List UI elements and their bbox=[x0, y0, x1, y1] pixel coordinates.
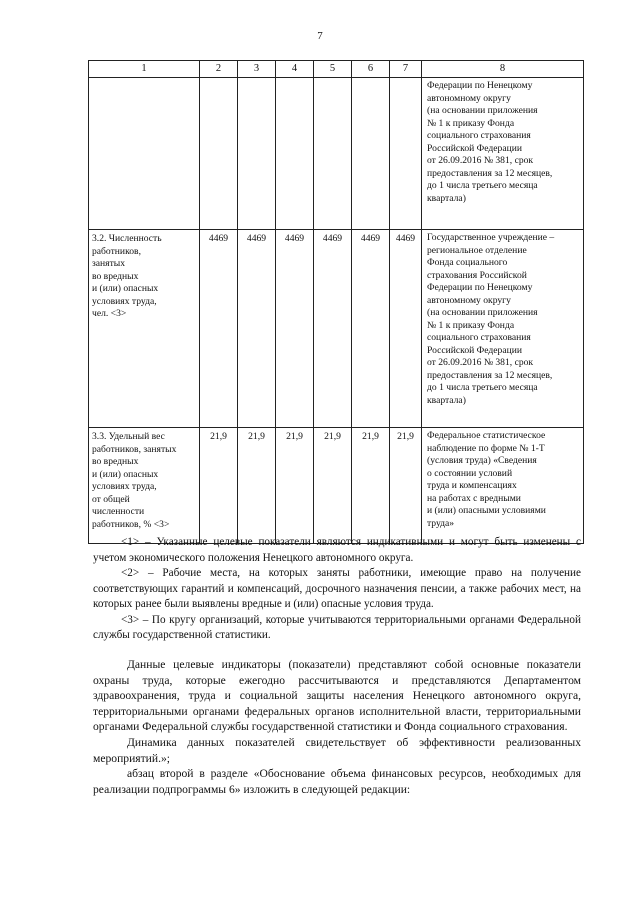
page-number: 7 bbox=[317, 30, 323, 42]
source-cell: Федеральное статистическое наблюдение по форме № 1-Т (условия труда) «Сведения о состоянии условий труда и компенсациях на работах с вредными и (или) опасными условиями труда» bbox=[422, 428, 584, 544]
value-cell bbox=[314, 78, 352, 230]
header-cell: 6 bbox=[352, 61, 390, 78]
value-cell: 21,9 bbox=[352, 428, 390, 544]
value-cell: 4469 bbox=[314, 230, 352, 428]
value-cell: 21,9 bbox=[200, 428, 238, 544]
value-cell bbox=[276, 78, 314, 230]
table-row bbox=[89, 428, 584, 544]
value-cell: 4469 bbox=[238, 230, 276, 428]
footnote: <3> – По кругу организаций, которые учитываются территориальными органами Федеральной службы государственной статистики. bbox=[93, 613, 581, 641]
table-row bbox=[89, 230, 584, 428]
indicator-cell: 3.3. Удельный вес работников, занятых во вредных и (или) опасных условиях труда, от общей численности работников, % <3> bbox=[89, 428, 200, 544]
indicator-cell bbox=[89, 78, 200, 230]
table-header-row bbox=[89, 61, 584, 78]
value-cell: 21,9 bbox=[390, 428, 422, 544]
header-cell: 5 bbox=[314, 61, 352, 78]
header-cell: 7 bbox=[390, 61, 422, 78]
value-cell: 21,9 bbox=[276, 428, 314, 544]
value-cell bbox=[390, 78, 422, 230]
footnote: <2> – Рабочие места, на которых заняты работники, имеющие право на получение соответствующих гарантий и компенсаций, досрочного назначения пенсии, а также рабочих мест, на которых ранее были выявлены вредные и (или) опасные условия труда. bbox=[93, 567, 581, 610]
paragraph: Динамика данных показателей свидетельствует об эффективности реализованных мероприятий.»; bbox=[93, 735, 581, 765]
footnote: <1> – Указанные целевые показатели являются индикативными и могут быть изменены с учетом экономического положения Ненецкого автономного округа. bbox=[93, 536, 581, 564]
value-cell: 4469 bbox=[200, 230, 238, 428]
value-cell: 4469 bbox=[276, 230, 314, 428]
indicators-table bbox=[88, 60, 584, 544]
header-cell: 8 bbox=[422, 61, 584, 78]
value-cell bbox=[200, 78, 238, 230]
source-cell: Федерации по Ненецкому автономному округу (на основании приложения № 1 к приказу Фонда социального страхования Российской Федерации от 26.09.2016 № 381, срок предоставления за 12 месяцев, до 1 числа третьего месяца квартала) bbox=[422, 78, 584, 230]
value-cell: 4469 bbox=[352, 230, 390, 428]
header-cell: 1 bbox=[89, 61, 200, 78]
table-row bbox=[89, 78, 584, 230]
indicator-cell: 3.2. Численность работников, занятых во вредных и (или) опасных условиях труда, чел. <3> bbox=[89, 230, 200, 428]
value-cell: 21,9 bbox=[238, 428, 276, 544]
header-cell: 3 bbox=[238, 61, 276, 78]
footnotes bbox=[93, 535, 581, 644]
body-text bbox=[93, 657, 581, 797]
value-cell: 21,9 bbox=[314, 428, 352, 544]
value-cell: 4469 bbox=[390, 230, 422, 428]
value-cell bbox=[238, 78, 276, 230]
header-cell: 4 bbox=[276, 61, 314, 78]
source-cell: Государственное учреждение – региональное отделение Фонда социального страхования Российской Федерации по Ненецкому автономному округу (на основании приложения № 1 к приказу Фонда социального страхования Российской Федерации от 26.09.2016 № 381, срок предоставления за 12 месяцев, до 1 числа третьего месяца квартала) bbox=[422, 230, 584, 428]
value-cell bbox=[352, 78, 390, 230]
paragraph: Данные целевые индикаторы (показатели) представляют собой основные показатели охраны труда, которые ежегодно рассчитываются и представляются Департаментом здравоохранения, труда и социальной защиты населения Ненецкого автономного округа, территориальными органами федеральных органов исполнительной власти, территориальными органами Федеральной службы государственной статистики и Фонда социального страхования. bbox=[93, 658, 581, 734]
paragraph: абзац второй в разделе «Обоснование объема финансовых ресурсов, необходимых для реализации подпрограммы 6» изложить в следующей редакции: bbox=[93, 767, 581, 796]
header-cell: 2 bbox=[200, 61, 238, 78]
